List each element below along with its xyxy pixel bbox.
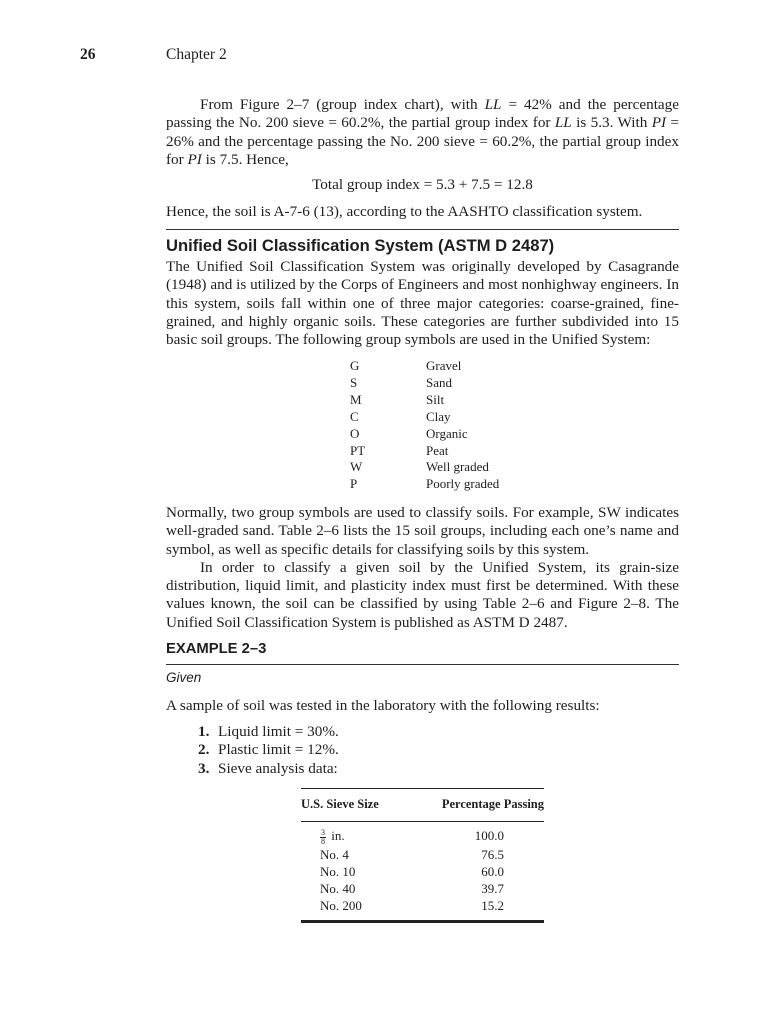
symbol-row	[340, 443, 499, 460]
symbol-code: S	[350, 374, 358, 390]
group-symbol-list	[340, 358, 499, 493]
group-index-equation: Total group index = 5.3 + 7.5 = 12.8	[312, 176, 533, 193]
symbol-name: Poorly graded	[426, 476, 500, 492]
symbol-row	[340, 409, 499, 426]
chapter-label: Chapter 2	[166, 46, 227, 63]
fraction: $\frac{3}{8}$	[321, 827, 325, 846]
symbol-code: C	[350, 408, 359, 424]
symbol-code: G	[350, 358, 360, 373]
symbol-code: O	[350, 425, 360, 441]
section-title: Unified Soil Classification System (ASTM D 2487)	[166, 236, 555, 255]
symbol-code: PT	[350, 442, 366, 458]
symbol-row	[340, 426, 499, 443]
table-row	[301, 897, 544, 914]
example-title: EXAMPLE 2–3	[166, 641, 267, 657]
header-sieve-size: U.S. Sieve Size	[301, 797, 379, 811]
list-item: 2. Plastic limit = 12%.	[198, 741, 339, 759]
intro-paragraph: From Figure 2–7 (group index chart), with LL = 42% and the percentage passing the No. 200 sieve = 60.2%, the partial group index for LL is 5.3. With PI = 26% and the percentage passing the No. 200 sieve = 60.2%, the partial group index for PI is 7.5. Hence,	[166, 96, 679, 168]
sieve-size-cell: $\frac{3}{8}$ in.	[321, 827, 345, 846]
sieve-size-cell: No. 10	[320, 863, 356, 879]
sieve-table	[301, 788, 544, 923]
section-paragraph-2: Normally, two group symbols are used to classify soils. For example, SW indicates well-graded sand. Table 2–6 lists the 15 soil groups, including each one’s name and symbol, as well as specific details for classifying soils by this system. In order to classify a given soil by the Unified System, its grain-size distribution, liquid limit, and plasticity index must first be determined. With these values known, the soil can be classified by using Table 2–6 and Figure 2–8. The Unified Soil Classification System is published as ASTM D 2487.	[166, 504, 679, 631]
table-bottom-rule	[301, 920, 544, 923]
table-header	[301, 789, 544, 821]
given-label: Given	[166, 670, 202, 685]
symbol-name: Sand	[426, 374, 452, 390]
symbol-name: Peat	[426, 442, 449, 458]
symbol-code: P	[350, 476, 358, 492]
example-lead: A sample of soil was tested in the laboratory with the following results:	[166, 697, 600, 714]
sieve-size-cell: No. 200	[320, 897, 362, 913]
symbol-row	[340, 392, 499, 409]
symbol-row	[340, 358, 499, 375]
symbol-name: Clay	[426, 408, 451, 424]
symbol-row	[340, 459, 499, 476]
header-percentage-passing: Percentage Passing	[441, 797, 544, 811]
symbol-name: Organic	[426, 425, 468, 441]
sieve-size-cell: No. 4	[320, 846, 349, 862]
symbol-name: Well graded	[426, 459, 489, 475]
percentage-cell: 100.0	[474, 828, 504, 843]
percentage-cell: 76.5	[481, 846, 504, 862]
list-item: 1. Liquid limit = 30%.	[198, 723, 339, 740]
percentage-cell: 60.0	[481, 863, 504, 879]
symbol-row	[340, 375, 499, 392]
page-number: 26	[80, 46, 96, 63]
percentage-cell: 39.7	[481, 880, 504, 896]
symbol-name: Silt	[426, 391, 445, 407]
table-row	[301, 827, 544, 846]
section-paragraph: The Unified Soil Classification System was originally developed by Casagrande (1948) and is utilized by the Corps of Engineers and most nonhighway engineers. In this system, soils fall within one of three major categories: coarse-grained, fine-grained, and highly organic soils. These categories are further subdivided into 15 basic soil groups. The following group symbols are used in the Unified System:	[166, 258, 679, 349]
symbol-row	[340, 476, 499, 493]
table-row	[301, 846, 544, 863]
table-row	[301, 863, 544, 880]
example-divider	[166, 664, 679, 665]
section-divider	[166, 229, 679, 230]
percentage-cell: 15.2	[481, 897, 504, 913]
symbol-code: M	[350, 391, 362, 407]
symbol-name: Gravel	[426, 358, 462, 373]
list-item: 3. Sieve analysis data:	[198, 759, 338, 777]
example-list	[198, 723, 339, 778]
symbol-code: W	[350, 459, 363, 475]
sieve-size-cell: No. 40	[320, 880, 356, 896]
table-row	[301, 880, 544, 897]
intro-conclusion: Hence, the soil is A-7-6 (13), according to the AASHTO classification system.	[166, 203, 643, 220]
